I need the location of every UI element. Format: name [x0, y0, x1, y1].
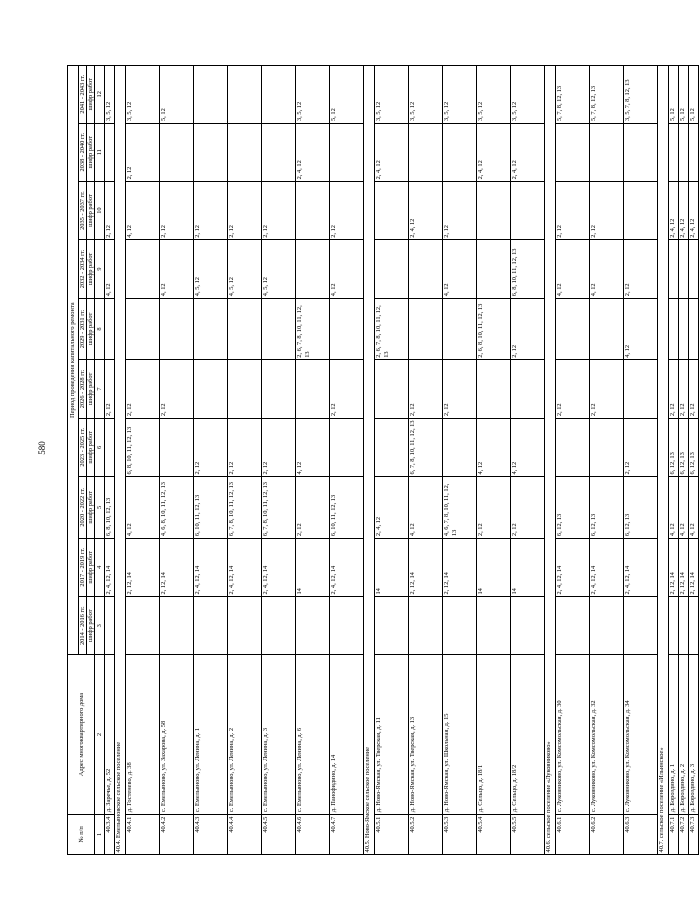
work-cipher-cell: 2, 12 [590, 181, 624, 239]
work-cipher-cell: 6, 10, 11, 12, 13 [194, 477, 228, 539]
row-address: с. Емельяново, ул. Ленина, д. 2 [228, 655, 262, 814]
section-label: 40.6. сельское поселение «Луковниково» [545, 66, 556, 855]
table-row [375, 66, 409, 855]
work-cipher-cell: 2, 6, 7, 8, 10, 11, 12, 13 [375, 298, 409, 360]
work-cipher-cell: 14 [477, 538, 511, 596]
work-cipher-cell [126, 597, 160, 655]
table-row [689, 66, 699, 855]
column-number: 11 [95, 123, 105, 181]
header-range: 2020 - 2022 гг. [79, 477, 87, 539]
row-number: 40.6.1 [556, 814, 590, 854]
work-cipher-cell: 14 [511, 538, 545, 596]
work-cipher-cell [296, 597, 330, 655]
work-cipher-cell: 2, 4, 12, 14 [228, 538, 262, 596]
work-cipher-cell: 2, 4, 12 [477, 123, 511, 181]
row-address: д. Ново-Ямская, ул. Тверская, д. 11 [375, 655, 409, 814]
work-cipher-cell [228, 298, 262, 360]
work-cipher-cell [624, 123, 658, 181]
row-address: с. Емельяново, ул. Ленина, д. 1 [194, 655, 228, 814]
work-cipher-cell: 3, 5, 12 [375, 66, 409, 124]
work-cipher-cell [194, 597, 228, 655]
work-cipher-cell: 6, 8, 10, 11, 12, 13 [511, 240, 545, 298]
table-row [262, 66, 296, 855]
work-cipher-cell [590, 298, 624, 360]
work-cipher-cell [330, 597, 364, 655]
header-cipher: шифр работ [87, 181, 95, 239]
work-cipher-cell [375, 181, 409, 239]
work-cipher-cell: 2, 4, 12 [679, 181, 689, 239]
work-cipher-cell: 2, 4, 12 [669, 181, 679, 239]
work-cipher-cell: 2, 12 [624, 240, 658, 298]
work-cipher-cell: 2, 4, 12 [409, 181, 443, 239]
work-cipher-cell: 2, 4, 12 [689, 181, 699, 239]
work-cipher-cell: 2, 12 [511, 298, 545, 360]
work-cipher-cell: 2, 12 [511, 477, 545, 539]
table-row [296, 66, 330, 855]
section-row [115, 66, 126, 855]
work-cipher-cell: 2, 12 [556, 360, 590, 418]
work-cipher-cell: 2, 12 [669, 360, 679, 418]
header-range: 2023 - 2025 гг. [79, 418, 87, 476]
work-cipher-cell: 4, 12 [105, 240, 115, 298]
header-range: 2029 - 2031 гг. [79, 298, 87, 360]
work-cipher-cell: 2, 12 [624, 418, 658, 476]
work-cipher-cell: 4, 12 [409, 477, 443, 539]
work-cipher-cell: 2, 12 [160, 181, 194, 239]
row-address: д. Ново-Ямская, ул. Школьная, д. 15 [443, 655, 477, 814]
header-cipher: шифр работ [87, 477, 95, 539]
work-cipher-cell: 2, 12 [679, 360, 689, 418]
work-cipher-cell: 4, 12 [689, 477, 699, 539]
work-cipher-cell: 2, 12 [477, 477, 511, 539]
column-numbers-row [95, 66, 105, 855]
work-cipher-cell [160, 298, 194, 360]
work-cipher-cell [624, 360, 658, 418]
work-cipher-cell: 3, 5, 12 [105, 66, 115, 124]
work-cipher-cell: 5, 12 [669, 66, 679, 124]
work-cipher-cell: 5, 12 [330, 66, 364, 124]
work-cipher-cell [556, 123, 590, 181]
repair-schedule-table [67, 65, 699, 855]
table-row [194, 66, 228, 855]
work-cipher-cell: 2, 6, 7, 8, 10, 11, 12, 13 [296, 298, 330, 360]
work-cipher-cell: 6, 12, 13 [624, 477, 658, 539]
work-cipher-cell [228, 123, 262, 181]
header-address: Адрес многоквартирного дома [68, 655, 95, 814]
work-cipher-cell: 2, 12, 14 [689, 538, 699, 596]
work-cipher-cell: 6, 12, 13 [669, 418, 679, 476]
work-cipher-cell: 4, 12 [590, 240, 624, 298]
work-cipher-cell [194, 123, 228, 181]
section-label: 40.5. Ново-Ямское сельское поселение [364, 66, 375, 855]
row-number: 40.4.7 [330, 814, 364, 854]
column-number: 4 [95, 538, 105, 596]
work-cipher-cell [228, 360, 262, 418]
work-cipher-cell [105, 298, 115, 360]
column-number: 10 [95, 181, 105, 239]
column-number: 7 [95, 360, 105, 418]
work-cipher-cell [477, 360, 511, 418]
work-cipher-cell [262, 298, 296, 360]
row-number: 40.4.2 [160, 814, 194, 854]
work-cipher-cell [330, 418, 364, 476]
row-address: д. Сельцо, д. 18/2 [511, 655, 545, 814]
work-cipher-cell: 6, 12, 13 [590, 477, 624, 539]
work-cipher-cell [624, 597, 658, 655]
work-cipher-cell [228, 66, 262, 124]
work-cipher-cell: 4, 12 [160, 240, 194, 298]
work-cipher-cell: 2, 12 [160, 360, 194, 418]
work-cipher-cell: 2, 12 [105, 360, 115, 418]
row-number: 40.6.2 [590, 814, 624, 854]
work-cipher-cell [160, 418, 194, 476]
work-cipher-cell: 2, 4, 12 [511, 123, 545, 181]
column-number: 8 [95, 298, 105, 360]
work-cipher-cell [669, 123, 679, 181]
row-number: 40.4.6 [296, 814, 330, 854]
work-cipher-cell [296, 181, 330, 239]
row-number: 40.3.4 [105, 814, 115, 854]
row-number: 40.5.5 [511, 814, 545, 854]
table-row [511, 66, 545, 855]
work-cipher-cell: 4, 12 [624, 298, 658, 360]
table-row [669, 66, 679, 855]
header-range: 2014 - 2016 гг. [79, 597, 87, 655]
work-cipher-cell: 2, 4, 12, 14 [262, 538, 296, 596]
header-range: 2017 - 2019 гг. [79, 538, 87, 596]
table-row [105, 66, 115, 855]
work-cipher-cell: 4, 12 [126, 181, 160, 239]
row-number: 40.5.4 [477, 814, 511, 854]
table-row [624, 66, 658, 855]
table-row [409, 66, 443, 855]
work-cipher-cell: 2, 12 [409, 360, 443, 418]
work-cipher-cell: 6, 8, 10, 12, 13 [105, 477, 115, 539]
row-number: 40.7.1 [669, 814, 679, 854]
table-row [160, 66, 194, 855]
work-cipher-cell: 5, 7, 8, 12, 13 [556, 66, 590, 124]
work-cipher-cell: 4, 6, 7, 8, 10, 11, 12, 13 [443, 477, 477, 539]
work-cipher-cell: 2, 12 [330, 360, 364, 418]
work-cipher-cell: 4, 12 [296, 418, 330, 476]
section-label: 40.4. Емельяновское сельское поселение [115, 66, 126, 855]
work-cipher-cell [556, 418, 590, 476]
work-cipher-cell [126, 240, 160, 298]
row-address: с. Емельяново, ул. Ленина, д. 6 [296, 655, 330, 814]
header-cipher: шифр работ [87, 597, 95, 655]
work-cipher-cell [409, 597, 443, 655]
work-cipher-cell: 4, 12 [556, 240, 590, 298]
work-cipher-cell: 14 [375, 538, 409, 596]
table-row [679, 66, 689, 855]
row-address: д. Панофидино, д. 14 [330, 655, 364, 814]
row-number: 40.5.3 [443, 814, 477, 854]
work-cipher-cell [679, 298, 689, 360]
work-cipher-cell: 2, 12, 14 [669, 538, 679, 596]
table-row [126, 66, 160, 855]
row-address: с. Луковниково, ул. Комсомольская, д. 30 [556, 655, 590, 814]
work-cipher-cell [669, 298, 679, 360]
work-cipher-cell: 5, 12 [679, 66, 689, 124]
work-cipher-cell: 3, 5, 12 [126, 66, 160, 124]
work-cipher-cell: 3, 5, 12 [296, 66, 330, 124]
work-cipher-cell [590, 123, 624, 181]
work-cipher-cell [669, 240, 679, 298]
work-cipher-cell [262, 597, 296, 655]
section-row [364, 66, 375, 855]
work-cipher-cell [624, 181, 658, 239]
row-number: 40.7.3 [689, 814, 699, 854]
work-cipher-cell: 6, 12, 13 [556, 477, 590, 539]
column-number: 3 [95, 597, 105, 655]
header-range: 2026 - 2028 гг. [79, 360, 87, 418]
work-cipher-cell [126, 298, 160, 360]
work-cipher-cell: 4, 12 [126, 477, 160, 539]
work-cipher-cell [669, 597, 679, 655]
work-cipher-cell [443, 597, 477, 655]
work-cipher-cell [330, 298, 364, 360]
table-row [590, 66, 624, 855]
work-cipher-cell [477, 597, 511, 655]
work-cipher-cell: 2, 12, 14 [679, 538, 689, 596]
header-range: 2032 - 2034 гг. [79, 240, 87, 298]
work-cipher-cell [105, 597, 115, 655]
header-cipher: шифр работ [87, 538, 95, 596]
row-number: 40.4.5 [262, 814, 296, 854]
work-cipher-cell: 2, 4, 12, 14 [624, 538, 658, 596]
work-cipher-cell: 2, 4, 12 [375, 477, 409, 539]
row-number: 40.4.3 [194, 814, 228, 854]
work-cipher-cell: 2, 12, 14 [160, 538, 194, 596]
work-cipher-cell: 4, 12 [443, 240, 477, 298]
work-cipher-cell: 2, 12 [228, 418, 262, 476]
work-cipher-cell [477, 240, 511, 298]
column-number: 1 [95, 814, 105, 854]
work-cipher-cell: 5, 7, 8, 12, 13 [590, 66, 624, 124]
row-address: д. Бороздино, д. 3 [689, 655, 699, 814]
work-cipher-cell: 4, 5, 12 [262, 240, 296, 298]
work-cipher-cell [556, 597, 590, 655]
work-cipher-cell: 2, 12 [194, 418, 228, 476]
work-cipher-cell: 3, 5, 12 [477, 66, 511, 124]
work-cipher-cell: 2, 12 [262, 418, 296, 476]
work-cipher-cell: 2, 12 [296, 477, 330, 539]
work-cipher-cell [409, 298, 443, 360]
row-address: д. Сельцо, д. 18/1 [477, 655, 511, 814]
work-cipher-cell: 2, 4, 12, 14 [194, 538, 228, 596]
work-cipher-cell [511, 181, 545, 239]
work-cipher-cell [409, 123, 443, 181]
row-address: с. Емельяново, ул. Ленина, д. 3 [262, 655, 296, 814]
section-row [545, 66, 556, 855]
work-cipher-cell [375, 597, 409, 655]
work-cipher-cell: 2, 6, 8, 10, 11, 12, 13 [477, 298, 511, 360]
work-cipher-cell [262, 66, 296, 124]
work-cipher-cell: 5, 12 [160, 66, 194, 124]
work-cipher-cell: 4, 6, 8, 10, 11, 12, 13 [160, 477, 194, 539]
row-address: д. Ново-Ямская, ул. Тверская, д. 13 [409, 655, 443, 814]
work-cipher-cell: 2, 4, 12, 14 [590, 538, 624, 596]
work-cipher-cell [262, 360, 296, 418]
work-cipher-cell: 2, 12, 14 [443, 538, 477, 596]
header-range: 2041 - 2043 гг. [79, 66, 87, 124]
work-cipher-cell: 2, 12 [330, 181, 364, 239]
work-cipher-cell: 2, 12 [126, 360, 160, 418]
work-cipher-cell: 6, 7, 8, 10, 11, 12, 13 [228, 477, 262, 539]
work-cipher-cell: 6, 8, 10, 11, 12, 13 [126, 418, 160, 476]
work-cipher-cell [296, 240, 330, 298]
table-header [68, 66, 95, 855]
row-address: д. Бороздино, д. 2 [679, 655, 689, 814]
page-number: 580 [37, 441, 47, 455]
header-cipher: шифр работ [87, 298, 95, 360]
row-address: с. Луковниково, ул. Комсомольская, д. 32 [590, 655, 624, 814]
work-cipher-cell: 3, 5, 12 [443, 66, 477, 124]
table-row [556, 66, 590, 855]
work-cipher-cell [679, 240, 689, 298]
work-cipher-cell: 2, 12 [126, 123, 160, 181]
row-address: д. Заречье, д. 52 [105, 655, 115, 814]
work-cipher-cell [556, 298, 590, 360]
column-number: 6 [95, 418, 105, 476]
section-row [658, 66, 669, 855]
work-cipher-cell: 4, 12 [330, 240, 364, 298]
work-cipher-cell [296, 360, 330, 418]
column-number: 9 [95, 240, 105, 298]
work-cipher-cell: 5, 12 [689, 66, 699, 124]
work-cipher-cell: 2, 4, 12, 14 [105, 538, 115, 596]
work-cipher-cell: 2, 12 [262, 181, 296, 239]
work-cipher-cell [160, 597, 194, 655]
work-cipher-cell [105, 123, 115, 181]
row-number: 40.4.1 [126, 814, 160, 854]
work-cipher-cell: 4, 5, 12 [194, 240, 228, 298]
work-cipher-cell [443, 298, 477, 360]
work-cipher-cell: 6, 12, 13 [679, 418, 689, 476]
work-cipher-cell [194, 298, 228, 360]
header-range: 2035 - 2037 гг. [79, 181, 87, 239]
row-number: 40.6.3 [624, 814, 658, 854]
work-cipher-cell [262, 123, 296, 181]
row-number: 40.5.1 [375, 814, 409, 854]
work-cipher-cell: 2, 4, 12 [296, 123, 330, 181]
header-cipher: шифр работ [87, 66, 95, 124]
work-cipher-cell: 6, 10, 11, 12, 13 [330, 477, 364, 539]
work-cipher-cell [228, 597, 262, 655]
row-address: с. Луковниково, ул. Комсомольская, д. 34 [624, 655, 658, 814]
work-cipher-cell: 2, 12 [194, 181, 228, 239]
work-cipher-cell [590, 597, 624, 655]
work-cipher-cell: 2, 12 [590, 360, 624, 418]
work-cipher-cell: 2, 12, 14 [126, 538, 160, 596]
work-cipher-cell [375, 360, 409, 418]
header-cipher: шифр работ [87, 360, 95, 418]
row-address: с. Емельяново, ул. Захарова, д. 58 [160, 655, 194, 814]
work-cipher-cell [443, 123, 477, 181]
work-cipher-cell: 2, 12 [556, 181, 590, 239]
work-cipher-cell [689, 597, 699, 655]
work-cipher-cell: 2, 12 [105, 181, 115, 239]
table-body [95, 66, 699, 855]
work-cipher-cell: 2, 12 [228, 181, 262, 239]
work-cipher-cell [477, 181, 511, 239]
header-cipher: шифр работ [87, 240, 95, 298]
row-address: д. Гостенево, д. 38 [126, 655, 160, 814]
work-cipher-cell [409, 240, 443, 298]
work-cipher-cell [679, 123, 689, 181]
work-cipher-cell: 2, 12 [689, 360, 699, 418]
work-cipher-cell [375, 418, 409, 476]
header-num: № п/п [68, 814, 95, 854]
column-number: 12 [95, 66, 105, 124]
table-row [477, 66, 511, 855]
work-cipher-cell [590, 418, 624, 476]
work-cipher-cell [105, 418, 115, 476]
header-range: 2038 - 2040 гг. [79, 123, 87, 181]
row-address: д. Бороздино, д. 1 [669, 655, 679, 814]
work-cipher-cell [511, 360, 545, 418]
work-cipher-cell: 6, 12, 13 [689, 418, 699, 476]
work-cipher-cell: 6, 7, 8, 10, 11, 12, 13 [262, 477, 296, 539]
work-cipher-cell [689, 240, 699, 298]
work-cipher-cell: 2, 12 [443, 181, 477, 239]
row-number: 40.7.2 [679, 814, 689, 854]
work-cipher-cell: 6, 7, 8, 10, 11, 12, 13 [409, 418, 443, 476]
work-cipher-cell: 4, 12 [511, 418, 545, 476]
work-cipher-cell [160, 123, 194, 181]
work-cipher-cell: 2, 12 [443, 360, 477, 418]
work-cipher-cell [679, 597, 689, 655]
section-label: 40.7. сельское поселение «Ильинское» [658, 66, 669, 855]
work-cipher-cell: 3, 5, 12 [511, 66, 545, 124]
work-cipher-cell: 4, 12 [679, 477, 689, 539]
work-cipher-cell: 3, 5, 12 [409, 66, 443, 124]
work-cipher-cell [689, 298, 699, 360]
work-cipher-cell: 2, 4, 12, 14 [556, 538, 590, 596]
work-cipher-cell [443, 418, 477, 476]
work-cipher-cell: 2, 12, 14 [409, 538, 443, 596]
work-cipher-cell: 4, 12 [669, 477, 679, 539]
work-cipher-cell: 4, 5, 12 [228, 240, 262, 298]
work-cipher-cell: 14 [296, 538, 330, 596]
row-number: 40.5.2 [409, 814, 443, 854]
header-cipher: шифр работ [87, 418, 95, 476]
header-cipher: шифр работ [87, 123, 95, 181]
work-cipher-cell [511, 597, 545, 655]
table-row [443, 66, 477, 855]
work-cipher-cell: 3, 5, 7, 8, 12, 13 [624, 66, 658, 124]
column-number: 5 [95, 477, 105, 539]
header-period: Период проведения капитального ремонта [68, 66, 79, 655]
column-number: 2 [95, 655, 105, 814]
work-cipher-cell: 2, 4, 12 [375, 123, 409, 181]
work-cipher-cell [375, 240, 409, 298]
work-cipher-cell [194, 66, 228, 124]
work-cipher-cell: 4, 12 [477, 418, 511, 476]
table-row [228, 66, 262, 855]
work-cipher-cell [194, 360, 228, 418]
repair-schedule-sheet [67, 65, 697, 855]
table-row [330, 66, 364, 855]
row-number: 40.4.4 [228, 814, 262, 854]
work-cipher-cell [330, 123, 364, 181]
work-cipher-cell: 2, 4, 12, 14 [330, 538, 364, 596]
work-cipher-cell [689, 123, 699, 181]
